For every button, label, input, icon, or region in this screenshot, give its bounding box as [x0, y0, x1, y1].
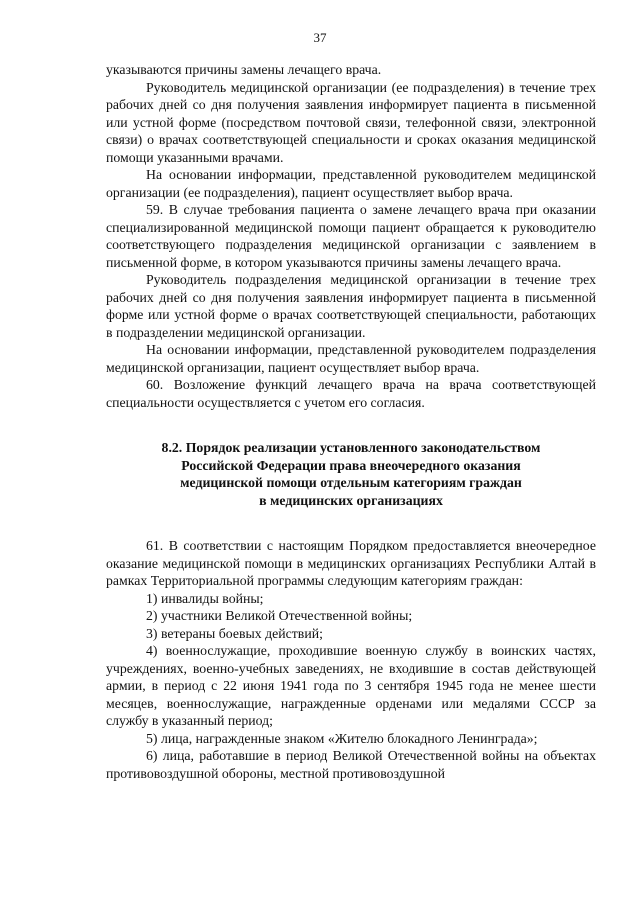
section-heading-line: в медицинских организациях — [259, 492, 443, 508]
paragraph: На основании информации, представленной руководителем подразделения медицинской организации, пациент осуществляет выбор врача. — [106, 342, 596, 375]
list-item: 3) ветераны боевых действий; — [146, 625, 323, 641]
paragraph: На основании информации, представленной руководителем медицинской организации (ее подразделения), пациент осуществляет выбор врача. — [106, 167, 596, 200]
document-body — [106, 61, 596, 782]
list-item: 4) военнослужащие, проходившие военную службу в воинских частях, учреждениях, военно-учебных заведениях, не входившие в состав действующей армии, в период с 22 июня 1941 года по 3 сентября 1945 года не менее шести месяцев, военнослужащие, награжденные орденами или медалями СССР за службу в указанный период; — [106, 643, 596, 728]
paragraph: 60. Возложение функций лечащего врача на врача соответствующей специальности осуществляется с учетом его согласия. — [106, 377, 596, 410]
paragraph: указываются причины замены лечащего врача. — [106, 62, 382, 77]
list-item: 6) лица, работавшие в период Великой Отечественной войны на объектах противовоздушной обороны, местной противовоздушной — [106, 748, 596, 781]
section-heading-line: Российской Федерации права внеочередного оказания — [181, 457, 521, 473]
list-item: 2) участники Великой Отечественной войны; — [146, 608, 413, 623]
paragraph: Руководитель подразделения медицинской организации в течение трех рабочих дней со дня получения заявления информирует пациента в письменной форме или устной форме о врачах соответствующей специальности, работающих в подразделении медицинской организации. — [106, 272, 596, 340]
page-number: 37 — [313, 30, 327, 45]
list-item: 1) инвалиды войны; — [146, 590, 264, 606]
section-heading — [106, 439, 596, 509]
paragraph: Руководитель медицинской организации (ее подразделения) в течение трех рабочих дней со дня получения заявления информирует пациента в письменной или устной форме (посредством почтовой связи, телефонной связи, электронной связи) о врачах соответствующей специальности и сроках оказания медицинской помощи указанными врачами. — [106, 79, 596, 165]
section-heading-line: медицинской помощи отдельным категориям граждан — [180, 475, 522, 490]
intro-paragraph: 61. В соответствии с настоящим Порядком предоставляется внеочередное оказание медицинской помощи в медицинских организациях Республики Алтай в рамках Территориальной программы следующим категориям граждан: — [106, 538, 596, 588]
section-heading-line: 8.2. Порядок реализации установленного законодательством — [161, 440, 541, 455]
paragraph: 59. В случае требования пациента о замене лечащего врача при оказании специализированной медицинской помощи пациент обращается к руководителю соответствующего подразделения медицинской организации с заявлением в письменной форме, в котором указываются причины замены лечащего врача. — [106, 202, 596, 270]
list-item: 5) лица, награжденные знаком «Жителю блокадного Ленинграда»; — [146, 730, 538, 746]
